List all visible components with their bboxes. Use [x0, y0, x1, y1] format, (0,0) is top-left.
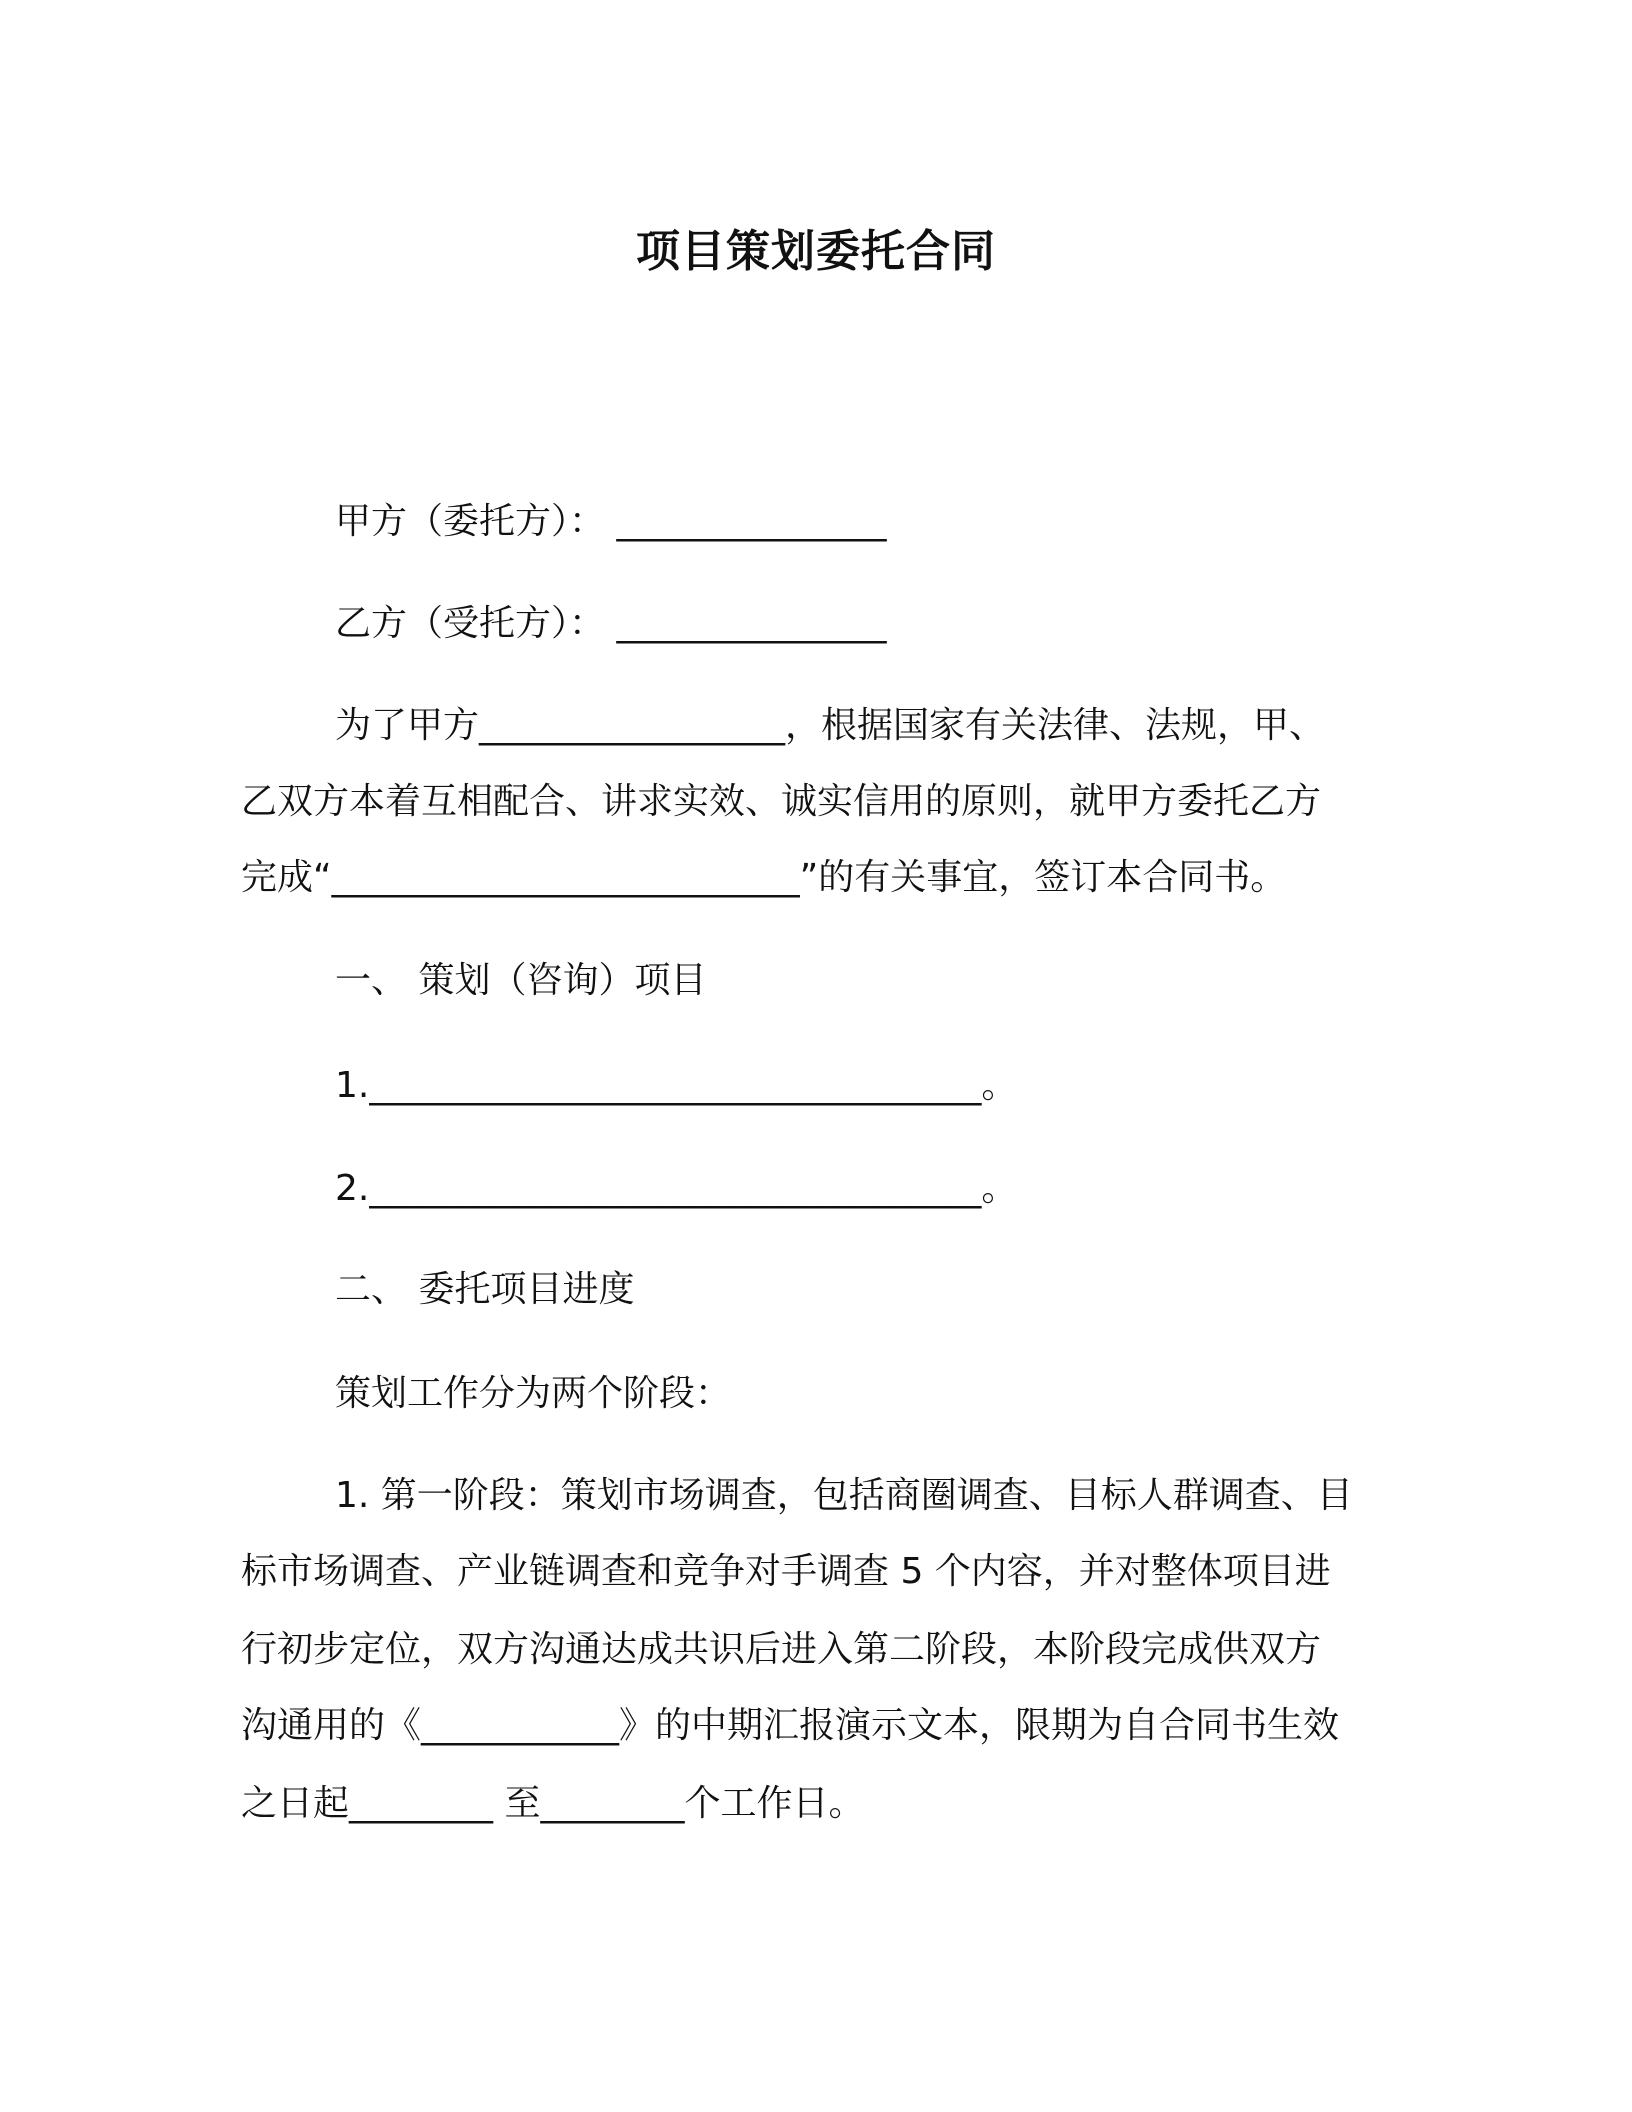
- section-1-heading: 一、 策划（咨询）项目: [335, 960, 707, 1001]
- stage-1-line-1: 1. 第一阶段：策划市场调查，包括商圈调查、目标人群调查、目: [335, 1475, 1353, 1516]
- preamble-line-2: 乙双方本着互相配合、讲求实效、诚实信用的原则，就甲方委托乙方: [241, 781, 1322, 822]
- section-1-item-1: 1.__________________________________。: [335, 1065, 1018, 1106]
- preamble-line-1: 为了甲方_________________，根据国家有关法律、法规，甲、: [335, 705, 1326, 746]
- section-2-heading: 二、 委托项目进度: [335, 1269, 635, 1310]
- stage-1-line-5: 之日起________ 至________个工作日。: [241, 1783, 865, 1824]
- section-1-item-2: 2.__________________________________。: [335, 1168, 1018, 1209]
- section-2-intro: 策划工作分为两个阶段：: [335, 1373, 732, 1414]
- party-a-line: 甲方（委托方）： _______________: [335, 501, 887, 542]
- party-b-line: 乙方（受托方）： _______________: [335, 603, 887, 644]
- preamble-line-3: 完成“__________________________”的有关事宜，签订本合同书。: [241, 857, 1287, 898]
- stage-1-line-3: 行初步定位，双方沟通达成共识后进入第二阶段，本阶段完成供双方: [241, 1629, 1322, 1670]
- stage-1-line-2: 标市场调查、产业链调查和竞争对手调查 5 个内容，并对整体项目进: [241, 1551, 1331, 1592]
- document-title: 项目策划委托合同: [636, 226, 996, 277]
- stage-1-line-4: 沟通用的《___________》的中期汇报演示文本，限期为自合同书生效: [241, 1705, 1340, 1746]
